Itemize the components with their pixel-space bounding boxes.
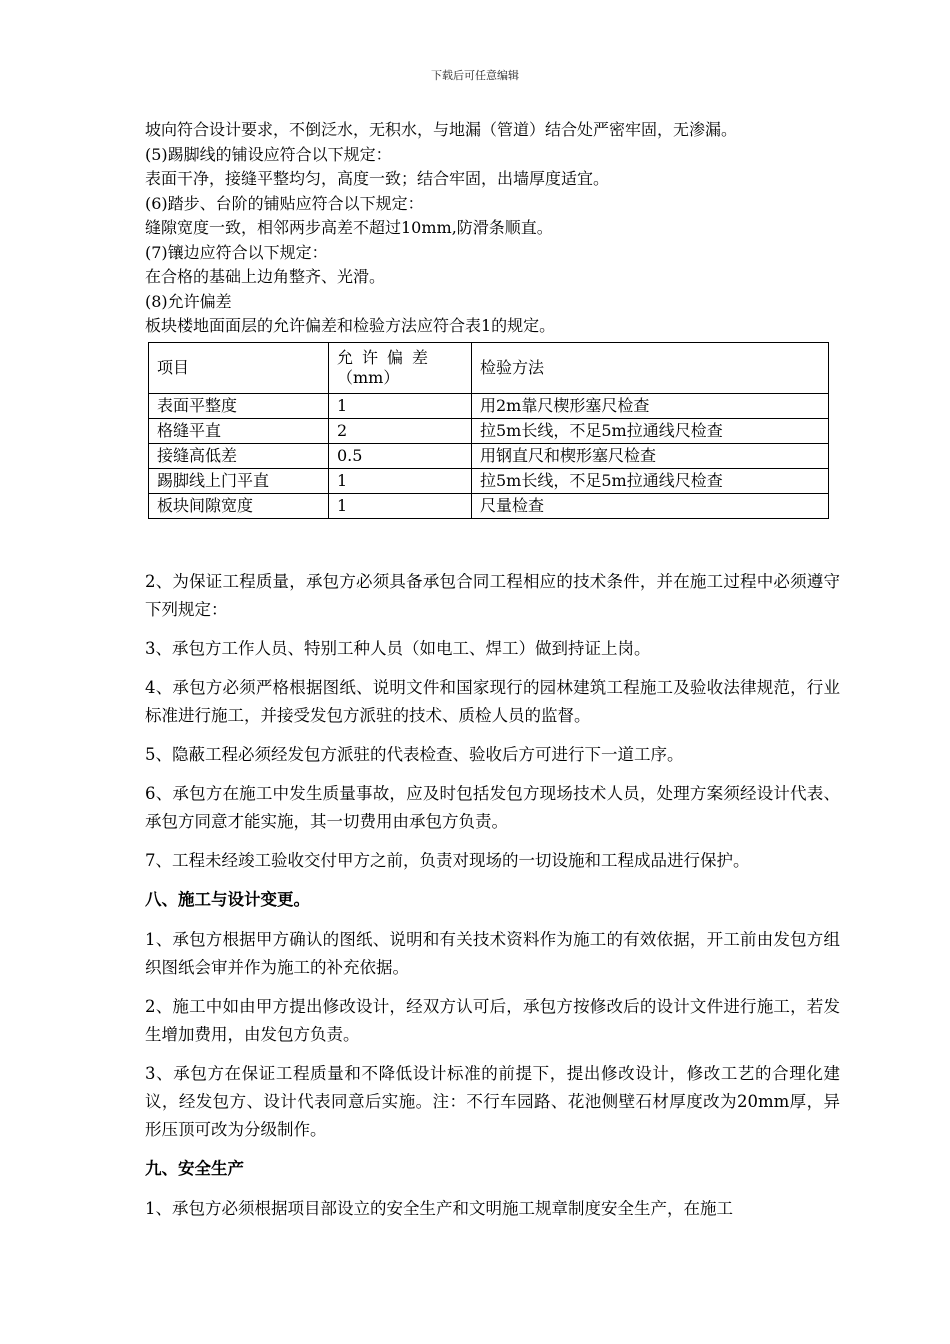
text-line: (8)允许偏差 [145, 291, 232, 311]
table-cell: 0.5 [329, 444, 472, 469]
page-header: 下载后可任意编辑 [431, 69, 519, 82]
text-line: 在合格的基础上边角整齐、光滑。 [145, 267, 386, 286]
paragraph: 1、承包方必须根据项目部设立的安全生产和文明施工规章制度安全生产，在施工 [145, 1199, 733, 1218]
paragraph: 4、承包方必须严格根据图纸、说明文件和国家现行的园林建筑工程施工及验收法律规范，行业标准进行施工，并接受发包方派驻的技术、质检人员的监督。 [145, 678, 840, 725]
spec-text [145, 118, 845, 339]
table-cell: 板块间隙宽度 [149, 494, 329, 519]
paragraph: 6、承包方在施工中发生质量事故，应及时包括发包方现场技术人员，处理方案须经设计代表、承包方同意才能实施，其一切费用由承包方负责。 [145, 784, 840, 831]
text-line: 坡向符合设计要求，不倒泛水，无积水，与地漏（管道）结合处严密牢固，无渗漏。 [145, 120, 738, 139]
header-method: 检验方法 [472, 343, 829, 394]
table-cell: 用钢直尺和楔形塞尺检查 [472, 444, 829, 469]
paragraph: 3、承包方工作人员、特别工种人员（如电工、焊工）做到持证上岗。 [145, 639, 651, 658]
table-row [149, 419, 829, 444]
table-cell: 尺量检查 [472, 494, 829, 519]
paragraph: 1、承包方根据甲方确认的图纸、说明和有关技术资料作为施工的有效依据，开工前由发包方组织图纸会审并作为施工的补充依据。 [145, 930, 840, 977]
table-cell: 拉5m长线，不足5m拉通线尺检查 [472, 419, 829, 444]
header-tolerance-unit: （mm） [337, 368, 400, 387]
paragraph: 7、工程未经竣工验收交付甲方之前，负责对现场的一切设施和工程成品进行保护。 [145, 851, 750, 870]
text-line: (5)踢脚线的铺设应符合以下规定： [145, 144, 392, 164]
table-row [149, 469, 829, 494]
table-row [149, 494, 829, 519]
table-row [149, 444, 829, 469]
tolerance-table [148, 342, 829, 519]
text-line: 板块楼地面面层的允许偏差和检验方法应符合表1的规定。 [145, 316, 556, 335]
section-heading: 八、施工与设计变更。 [145, 890, 310, 909]
table-cell: 踢脚线上门平直 [149, 469, 329, 494]
text-line: (7)镶边应符合以下规定： [145, 242, 328, 262]
table-cell: 表面平整度 [149, 394, 329, 419]
table-cell: 1 [329, 394, 472, 419]
table-cell: 格缝平直 [149, 419, 329, 444]
table-cell: 拉5m长线，不足5m拉通线尺检查 [472, 469, 829, 494]
text-line: (6)踏步、台阶的铺贴应符合以下规定： [145, 193, 424, 213]
paragraph: 2、施工中如由甲方提出修改设计，经双方认可后，承包方按修改后的设计文件进行施工，若发生增加费用，由发包方负责。 [145, 997, 840, 1044]
text-line: 表面干净，接缝平整均匀，高度一致；结合牢固，出墙厚度适宜。 [145, 169, 610, 188]
table-cell: 1 [329, 469, 472, 494]
table-cell: 用2m靠尺楔形塞尺检查 [472, 394, 829, 419]
paragraph: 3、承包方在保证工程质量和不降低设计标准的前提下，提出修改设计，修改工艺的合理化建议，经发包方、设计代表同意后实施。注：不行车园路、花池侧壁石材厚度改为20mm厚，异形压顶可改为分级制作。 [145, 1064, 840, 1139]
table-cell: 2 [329, 419, 472, 444]
section-heading: 九、安全生产 [145, 1159, 244, 1178]
paragraph: 5、隐蔽工程必须经发包方派驻的代表检查、验收后方可进行下一道工序。 [145, 745, 684, 764]
table-header-row [149, 343, 829, 394]
table-cell: 接缝高低差 [149, 444, 329, 469]
text-line: 缝隙宽度一致，相邻两步高差不超过10mm,防滑条顺直。 [145, 218, 553, 237]
table-cell: 1 [329, 494, 472, 519]
paragraph: 2、为保证工程质量，承包方必须具备承包合同工程相应的技术条件，并在施工过程中必须遵守下列规定： [145, 572, 840, 619]
header-tolerance-label: 允许偏差 [337, 348, 438, 367]
header-item: 项目 [149, 343, 329, 394]
header-tolerance [329, 343, 472, 394]
table-row [149, 394, 829, 419]
contract-body [145, 568, 840, 1234]
